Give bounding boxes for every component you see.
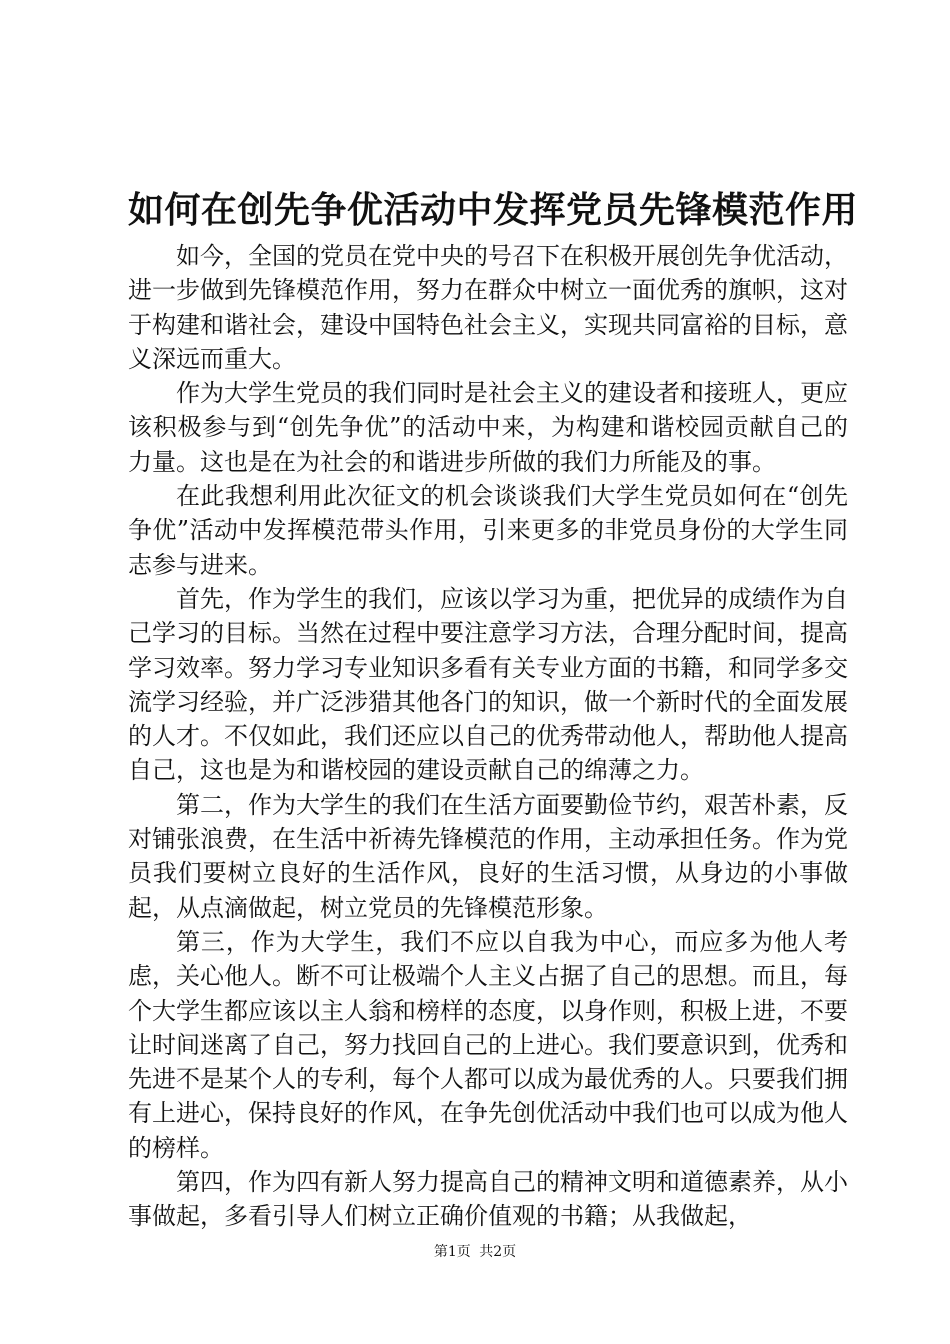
paragraph: 在此我想利用此次征文的机会谈谈我们大学生党员如何在“创先争优”活动中发挥模范带头作用，引来更多的非党员身份的大学生同志参与进来。 — [128, 482, 848, 579]
current-page-number: 第1页 — [433, 1244, 471, 1260]
paragraph: 第四，作为四有新人努力提高自己的精神文明和道德素养，从小事做起，多看引导人们树立正确价值观的书籍；从我做起， — [128, 1168, 848, 1231]
document-body — [128, 239, 848, 1234]
paragraph: 首先，作为学生的我们，应该以学习为重，把优异的成绩作为自己学习的目标。当然在过程中要注意学习方法，合理分配时间，提高学习效率。努力学习专业知识多看有关专业方面的书籍，和同学多交流学习经验，并广泛涉猎其他各门的知识，做一个新时代的全面发展的人才。不仅如此，我们还应以自己的优秀带动他人，帮助他人提高自己，这也是为和谐校园的建设贡献自己的绵薄之力。 — [128, 584, 848, 785]
page-footer — [0, 1242, 950, 1262]
paragraph: 第二，作为大学生的我们在生活方面要勤俭节约，艰苦朴素，反对铺张浪费，在生活中祈祷先锋模范的作用，主动承担任务。作为党员我们要树立良好的生活作风，良好的生活习惯，从身边的小事做起，从点滴做起，树立党员的先锋模范形象。 — [128, 790, 848, 922]
paragraph: 第三，作为大学生，我们不应以自我为中心，而应多为他人考虑，关心他人。断不可让极端个人主义占据了自己的思想。而且，每个大学生都应该以主人翁和榜样的态度，以身作则，积极上进，不要让时间迷离了自己，努力找回自己的上进心。我们要意识到，优秀和先进不是某个人的专利，每个人都可以成为最优秀的人。只要我们拥有上进心，保持良好的作风，在争先创优活动中我们也可以成为他人的榜样。 — [128, 927, 848, 1162]
paragraph: 作为大学生党员的我们同时是社会主义的建设者和接班人，更应该积极参与到“创先争优”的活动中来，为构建和谐校园贡献自己的力量。这也是在为社会的和谐进步所做的我们力所能及的事。 — [128, 379, 848, 476]
paragraph: 如今，全国的党员在党中央的号召下在积极开展创先争优活动，进一步做到先锋模范作用，努力在群众中树立一面优秀的旗帜，这对于构建和谐社会，建设中国特色社会主义，实现共同富裕的目标，意义深远而重大。 — [128, 242, 848, 373]
document-title: 如何在创先争优活动中发挥党员先锋模范作用 — [128, 189, 859, 231]
total-pages: 共2页 — [479, 1244, 517, 1260]
